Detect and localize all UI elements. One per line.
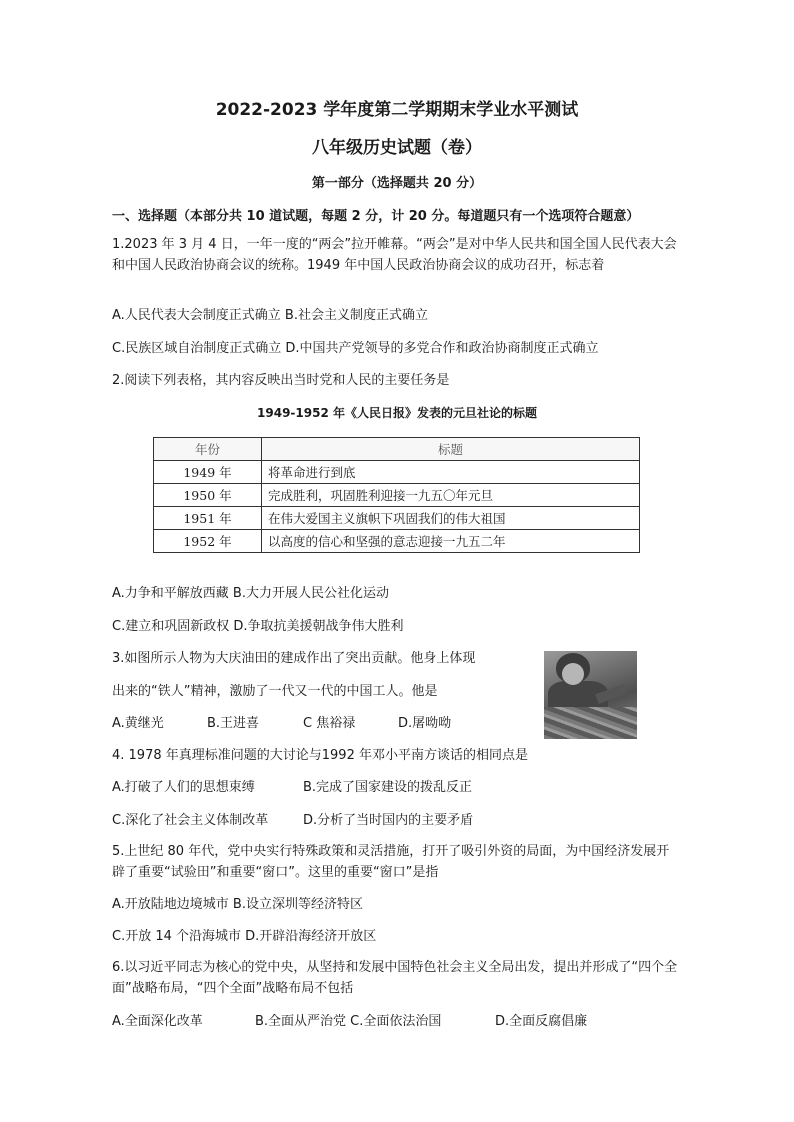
q5-options-ab: A.开放陆地边境城市 B.设立深圳等经济特区 <box>112 897 363 912</box>
q6-stem: 6.以习近平同志为核心的党中央，从坚持和发展中国特色社会主义全局出发，提出并形成了“四个全面”战略布局，“四个全面”战略布局不包括 <box>112 960 678 996</box>
table-header-row <box>154 438 640 461</box>
oil-worker-photo <box>544 651 637 739</box>
q2-table-title: 1949-1952 年《人民日报》发表的元旦社论的标题 <box>257 406 537 420</box>
q2-stem: 2.阅读下列表格，其内容反映出当时党和人民的主要任务是 <box>112 373 450 388</box>
year-cell: 1951 年 <box>154 507 262 530</box>
q1-options-cd: C.民族区域自治制度正式确立 D.中国共产党领导的多党合作和政治协商制度正式确立 <box>112 341 599 356</box>
table-row <box>154 461 640 484</box>
table-row <box>154 484 640 507</box>
exam-subtitle: 八年级历史试题（卷） <box>312 138 482 158</box>
q4-option-a: A.打破了人们的思想束缚 <box>112 780 255 795</box>
title-cell: 完成胜利，巩固胜利迎接一九五〇年元旦 <box>262 484 640 507</box>
year-cell: 1949 年 <box>154 461 262 484</box>
q2-options-cd: C.建立和巩固新政权 D.争取抗美援朝战争伟大胜利 <box>112 619 404 634</box>
title-cell: 将革命进行到底 <box>262 461 640 484</box>
q4-option-d: D.分析了当时国内的主要矛盾 <box>303 813 474 828</box>
header-title: 标题 <box>262 438 640 461</box>
q6-option-bc: B.全面从严治党 C.全面依法治国 <box>255 1014 442 1029</box>
year-cell: 1950 年 <box>154 484 262 507</box>
q5-options-cd: C.开放 14 个沿海城市 D.开辟沿海经济开放区 <box>112 929 377 944</box>
q1-options-ab: A.人民代表大会制度正式确立 B.社会主义制度正式确立 <box>112 308 428 323</box>
table-row <box>154 507 640 530</box>
q1-stem: 1.2023 年 3 月 4 日，一年一度的“两会”拉开帷幕。“两会”是对中华人民共和国全国人民代表大会和中国人民政治协商会议的统称。1949 年中国人民政治协商会议的成功召开，标志着 <box>112 237 677 273</box>
title-cell: 以高度的信心和坚强的意志迎接一九五二年 <box>262 530 640 553</box>
editorial-table <box>153 437 640 553</box>
q4-option-b: B.完成了国家建设的拨乱反正 <box>303 780 473 795</box>
q3-stem-line2: 出来的“铁人”精神，激励了一代又一代的中国工人。他是 <box>112 684 438 699</box>
section-heading: 一、选择题（本部分共 10 道试题，每题 2 分，计 20 分。每道题只有一个选项符合题意） <box>112 209 640 224</box>
q4-option-c: C.深化了社会主义体制改革 <box>112 813 269 828</box>
q3-option-b: B.王进喜 <box>207 716 260 731</box>
q2-options-ab: A.力争和平解放西藏 B.大力开展人民公社化运动 <box>112 586 389 601</box>
q3-stem-line1: 3.如图所示人物为大庆油田的建成作出了突出贡献。他身上体现 <box>112 651 476 666</box>
q4-stem: 4. 1978 年真理标准问题的大讨论与1992 年邓小平南方谈话的相同点是 <box>112 748 528 763</box>
title-cell: 在伟大爱国主义旗帜下巩固我们的伟大祖国 <box>262 507 640 530</box>
table-row <box>154 530 640 553</box>
q6-option-a: A.全面深化改革 <box>112 1014 203 1029</box>
q3-option-d: D.屠呦呦 <box>398 716 452 731</box>
q3-option-c: C 焦裕禄 <box>303 716 356 731</box>
q3-option-a: A.黄继光 <box>112 716 164 731</box>
q6-option-d: D.全面反腐倡廉 <box>495 1014 588 1029</box>
header-year: 年份 <box>154 438 262 461</box>
year-cell: 1952 年 <box>154 530 262 553</box>
q5-stem: 5.上世纪 80 年代，党中央实行特殊政策和灵活措施，打开了吸引外资的局面，为中国经济发展开辟了重要“试验田”和重要“窗口”。这里的重要“窗口”是指 <box>112 844 670 880</box>
part-heading: 第一部分（选择题共 20 分） <box>311 176 483 191</box>
exam-title: 2022-2023 学年度第二学期期末学业水平测试 <box>215 100 579 120</box>
